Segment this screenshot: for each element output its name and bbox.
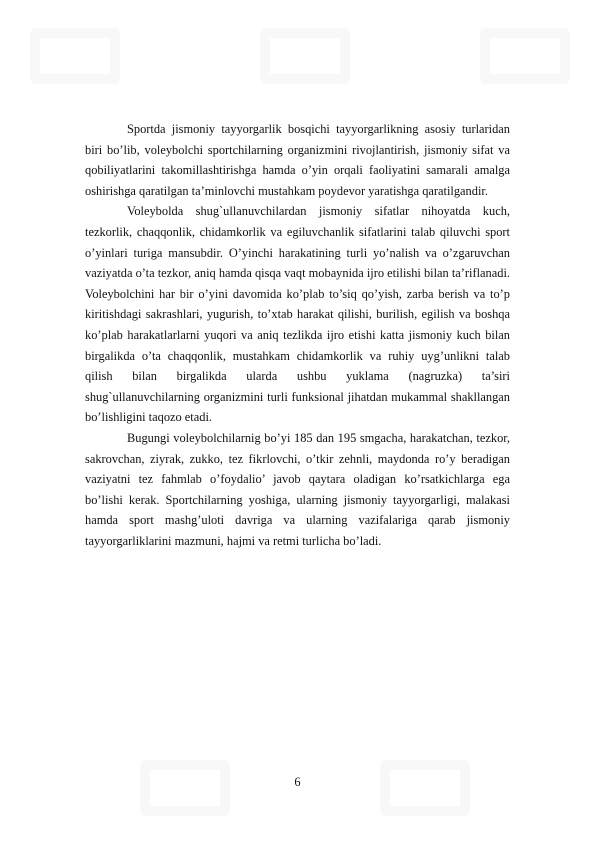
paragraph: Voleybolda shug`ullanuvchilardan jismoniy sifatlar nihoyatda kuch, tezkorlik, chaqqonlik, chidamkorlik va egiluvchanlik sifatlarini talab qiluvchi sport o’yinlari turiga mansubdir. O’yinchi harakatining turli yo’nalish va o’zgaruvchan vaziyatda o’ta tezkor, aniq hamda qisqa vaqt mobaynida ijro etilishi bilan ta’riflanadi. Voleybolchini har bir o’yini davomida ko’plab to’siq qo’yish, zarba berish va to’p kiritishdagi sakrashlari, yugurish, to’xtab harakat qilishi, burilish, egilish va boshqa ko’plab harakatlarlarni yuqori va aniq tezlikda ijro etishi katta jismoniy kuch bilan birgalikda o’ta chaqqonlik, mustahkam chidamkorlik va ruhiy uyg’unlikni talab qilish bilan birgalikda ularda ushbu yuklama (nagruzka) ta’siri shug`ullanuvchilarning organizmini turli funksional jihatdan mukammal shakllangan bo’lishligini taqozo etadi. bbox=[85, 204, 510, 425]
watermark-shape bbox=[480, 28, 570, 84]
watermark-shape bbox=[30, 28, 120, 84]
watermark-shape bbox=[260, 28, 350, 84]
paragraph: Bugungi voleybolchilarnig bo’yi 185 dan 195 smgacha, harakatchan, tezkor, sakrovchan, ziyrak, zukko, tez fikrlovchi, o’tkir zehnli, maydonda ro’y beradigan vaziyatni tez fahmlab o’foydalio’ javob qaytara oladigan ko’rsatkichlarga ega bo’lishi kerak. Sportchilarning yoshiga, ularning jismoniy tayyorgarligi, malakasi hamda sport mashg’uloti davriga va ularning vazifalariga qarab jismoniy tayyorgarliklarini mazmuni, hajmi va retmi turlicha bo’ladi. bbox=[85, 430, 510, 548]
page-number: 6 bbox=[294, 775, 301, 789]
paragraph: Sportda jismoniy tayyorgarlik bosqichi tayyorgarlikning asosiy turlaridan biri bo’lib, voleybolchi sportchilarning organizmini rivojlantirish, jismoniy sifat va qobiliyatlarini takomillashtirishga hamda o’yin orqali faoliyatini samarali amalga oshirishga qaratilgan ta’minlovchi mustahkam poydevor yaratishga qaratilgandir. bbox=[85, 122, 510, 198]
document-body bbox=[85, 119, 510, 551]
